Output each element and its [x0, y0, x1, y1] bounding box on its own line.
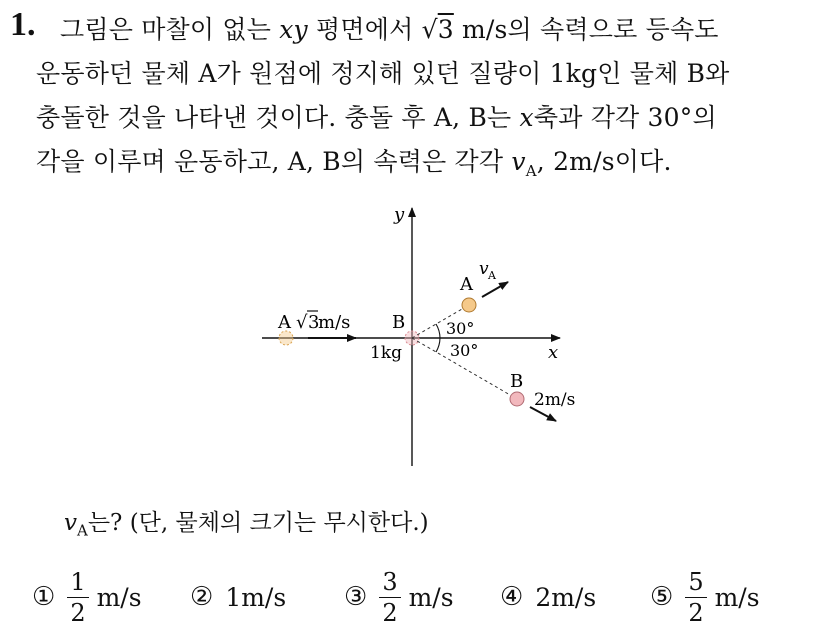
choice-5-denominator: 2	[688, 598, 704, 627]
angle-top-label: 30°	[446, 319, 475, 338]
problem-line-3	[36, 98, 717, 134]
choice-5-unit: m/s	[714, 582, 760, 612]
question-prompt	[64, 504, 429, 540]
va-v: v	[479, 259, 489, 279]
line1-mid: 평면에서	[307, 15, 422, 44]
line1-post: 의 속력으로 등속도	[507, 15, 719, 44]
line1-var: xy	[279, 15, 308, 44]
b-after-speed: 2m/s	[534, 390, 576, 410]
angle-arc-top	[436, 324, 440, 338]
choice-3[interactable]	[344, 562, 454, 632]
choice-3-denominator: 2	[382, 598, 398, 627]
choice-4-value: 2m/s	[535, 582, 597, 612]
arrow-a-after	[482, 282, 508, 297]
choice-2-marker: ②	[190, 582, 214, 612]
line3-post: 축과 각각 30°의	[533, 103, 717, 132]
line1-unit: m/s	[453, 15, 508, 44]
choice-1-unit: m/s	[96, 582, 142, 612]
answer-choices	[32, 562, 802, 632]
question-sub: A	[77, 521, 88, 540]
b-mass-label: 1kg	[370, 343, 402, 363]
ball-a-after	[462, 298, 476, 312]
line1-sqrt: 3	[437, 15, 454, 44]
choice-4[interactable]	[500, 562, 596, 632]
choice-1-numerator: 1	[67, 570, 88, 598]
b-after-label: B	[510, 371, 524, 392]
problem-line-1	[60, 10, 719, 46]
line4-post: , 2m/s이다.	[536, 147, 672, 176]
choice-5-marker: ⑤	[650, 582, 674, 612]
choice-5-fraction	[685, 567, 706, 627]
collision-diagram	[250, 198, 600, 473]
choice-3-marker: ③	[344, 582, 368, 612]
line1-pre: 그림은 마찰이 없는	[60, 15, 280, 44]
line3-var: x	[519, 103, 534, 132]
question-number: 1.	[10, 6, 36, 43]
problem-line-4	[36, 142, 672, 180]
choice-1-marker: ①	[32, 582, 56, 612]
line4-v: v	[511, 147, 526, 176]
choice-4-marker: ④	[500, 582, 524, 612]
question-text: 는? (단, 물체의 크기는 무시한다.)	[87, 510, 429, 536]
a-before-sqrt: 3	[308, 312, 320, 333]
choice-3-numerator: 3	[379, 570, 400, 598]
choice-5[interactable]	[650, 562, 760, 632]
question-v: v	[64, 510, 77, 536]
ball-b-after	[510, 392, 524, 406]
line3-pre: 충돌한 것을 나타낸 것이다. 충돌 후 A, B는	[36, 103, 520, 132]
line4-sub: A	[525, 162, 537, 180]
a-after-label: A	[460, 274, 473, 295]
sqrt-symbol: √	[421, 15, 438, 44]
choice-1[interactable]	[32, 562, 142, 632]
choice-5-numerator: 5	[685, 570, 706, 598]
choice-1-denominator: 2	[70, 598, 86, 627]
va-sub: A	[488, 269, 496, 282]
y-axis-label: y	[394, 204, 405, 225]
sqrt-symbol-fig: √	[296, 312, 308, 333]
choice-2[interactable]	[190, 562, 286, 632]
b-before-label: B	[392, 312, 406, 333]
choice-3-fraction	[379, 567, 400, 627]
choice-3-unit: m/s	[408, 582, 454, 612]
choice-1-fraction	[67, 567, 88, 627]
angle-bottom-label: 30°	[450, 341, 479, 360]
line4-pre: 각을 이루며 운동하고, A, B의 속력은 각각	[36, 147, 512, 176]
a-before-label: A	[278, 312, 291, 333]
angle-arc-bottom	[436, 338, 440, 352]
ball-a-before	[279, 331, 293, 345]
choice-2-value: 1m/s	[225, 582, 287, 612]
a-before-unit: m/s	[318, 312, 351, 333]
x-axis-label: x	[548, 342, 559, 363]
problem-line-2: 운동하던 물체 A가 원점에 정지해 있던 질량이 1kg인 물체 B와	[36, 59, 730, 88]
